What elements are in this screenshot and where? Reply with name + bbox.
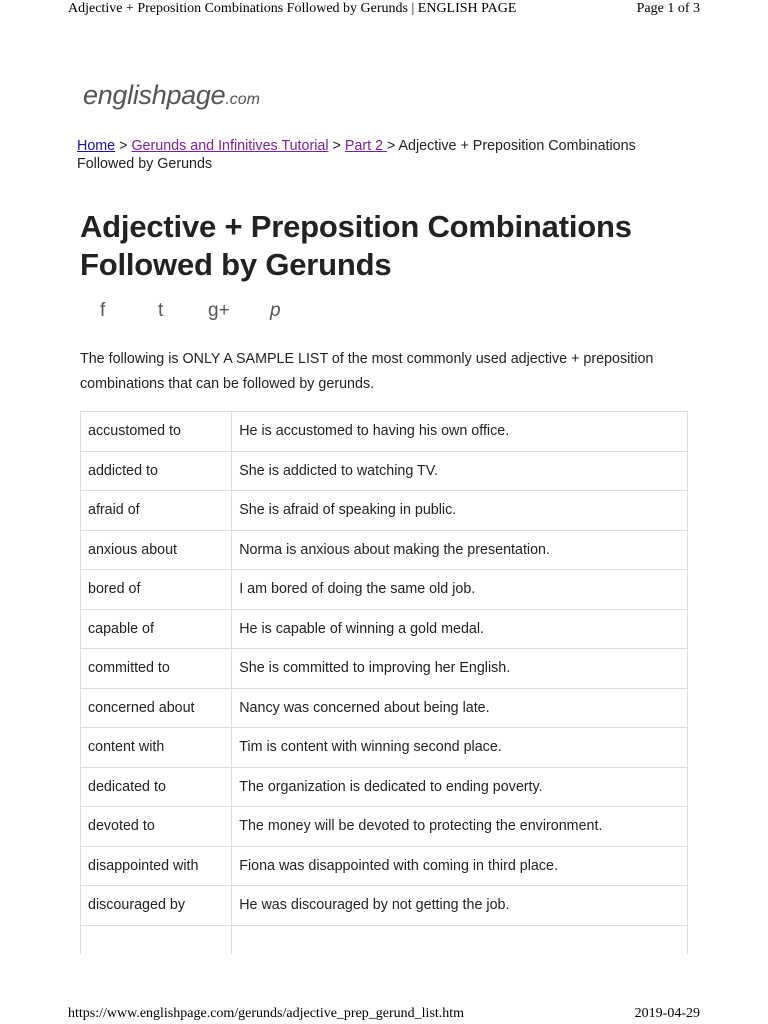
table-cell-combination: accustomed to [81, 412, 232, 452]
table-cell-combination: discouraged by [81, 886, 232, 926]
pinterest-icon[interactable]: p [270, 300, 281, 321]
table-cell-combination: afraid of [81, 491, 232, 531]
table-cell-combination: anxious about [81, 530, 232, 570]
table-row [81, 570, 688, 610]
table-cell-example: She is afraid of speaking in public. [232, 491, 688, 531]
table-cell-combination: capable of [81, 609, 232, 649]
twitter-icon[interactable]: t [158, 300, 164, 321]
combination-table [80, 411, 688, 954]
table-row [81, 925, 688, 954]
table-cell-combination: addicted to [81, 451, 232, 491]
print-header-page-number: Page 1 of 3 [636, 1, 700, 16]
print-header-title: Adjective + Preposition Combinations Followed by Gerunds | ENGLISH PAGE [68, 1, 517, 16]
table-cell-example: She is committed to improving her English. [232, 649, 688, 689]
table-cell-combination: dedicated to [81, 767, 232, 807]
breadcrumb-home-link[interactable]: Home [77, 138, 116, 154]
table-row [81, 451, 688, 491]
table-row [81, 846, 688, 886]
breadcrumb-separator: > [328, 138, 345, 154]
table-cell-example [232, 925, 688, 954]
intro-paragraph: The following is ONLY A SAMPLE LIST of the most commonly used adjective + preposition combinations that can be followed by gerunds. [80, 351, 654, 392]
logo-tld-text: .com [225, 91, 260, 108]
table-cell-example: He is accustomed to having his own office. [232, 412, 688, 452]
table-cell-example: He is capable of winning a gold medal. [232, 609, 688, 649]
site-logo[interactable] [83, 80, 260, 111]
table-row [81, 491, 688, 531]
table-cell-combination [81, 925, 232, 954]
google-plus-icon[interactable]: g+ [208, 300, 230, 321]
table-cell-example: He was discouraged by not getting the job. [232, 886, 688, 926]
breadcrumb-separator: > [115, 138, 132, 154]
table-cell-example: The money will be devoted to protecting the environment. [232, 807, 688, 847]
table-cell-combination: bored of [81, 570, 232, 610]
table-cell-example: The organization is dedicated to ending poverty. [232, 767, 688, 807]
table-row [81, 728, 688, 768]
breadcrumb-separator: > [386, 138, 399, 154]
table-row [81, 412, 688, 452]
table-row [81, 807, 688, 847]
breadcrumb [77, 137, 687, 173]
logo-main-text: englishpage [83, 80, 226, 110]
table-cell-example: Norma is anxious about making the presentation. [232, 530, 688, 570]
table-cell-combination: disappointed with [81, 846, 232, 886]
table-cell-example: I am bored of doing the same old job. [232, 570, 688, 610]
breadcrumb-tutorial-link[interactable]: Gerunds and Infinitives Tutorial [131, 138, 329, 154]
facebook-icon[interactable]: f [100, 300, 106, 321]
table-cell-example: She is addicted to watching TV. [232, 451, 688, 491]
print-footer-url: https://www.englishpage.com/gerunds/adjective_prep_gerund_list.htm [68, 1006, 465, 1021]
table-cell-combination: devoted to [81, 807, 232, 847]
breadcrumb-current: Adjective + Preposition Combinations Followed by Gerunds [77, 138, 636, 172]
table-cell-example: Nancy was concerned about being late. [232, 688, 688, 728]
breadcrumb-part-link[interactable]: Part 2 [344, 138, 387, 154]
combination-table-container [80, 411, 688, 954]
print-footer [68, 1006, 700, 1024]
table-cell-example: Tim is content with winning second place. [232, 728, 688, 768]
print-footer-date: 2019-04-29 [634, 1006, 700, 1021]
page-title: Adjective + Preposition Combinations Followed by Gerunds [80, 209, 632, 282]
table-row [81, 688, 688, 728]
print-header [68, 1, 700, 19]
table-cell-example: Fiona was disappointed with coming in third place. [232, 846, 688, 886]
table-row [81, 530, 688, 570]
table-cell-combination: concerned about [81, 688, 232, 728]
table-cell-combination: content with [81, 728, 232, 768]
table-row [81, 649, 688, 689]
table-row [81, 886, 688, 926]
table-row [81, 609, 688, 649]
table-row [81, 767, 688, 807]
table-cell-combination: committed to [81, 649, 232, 689]
